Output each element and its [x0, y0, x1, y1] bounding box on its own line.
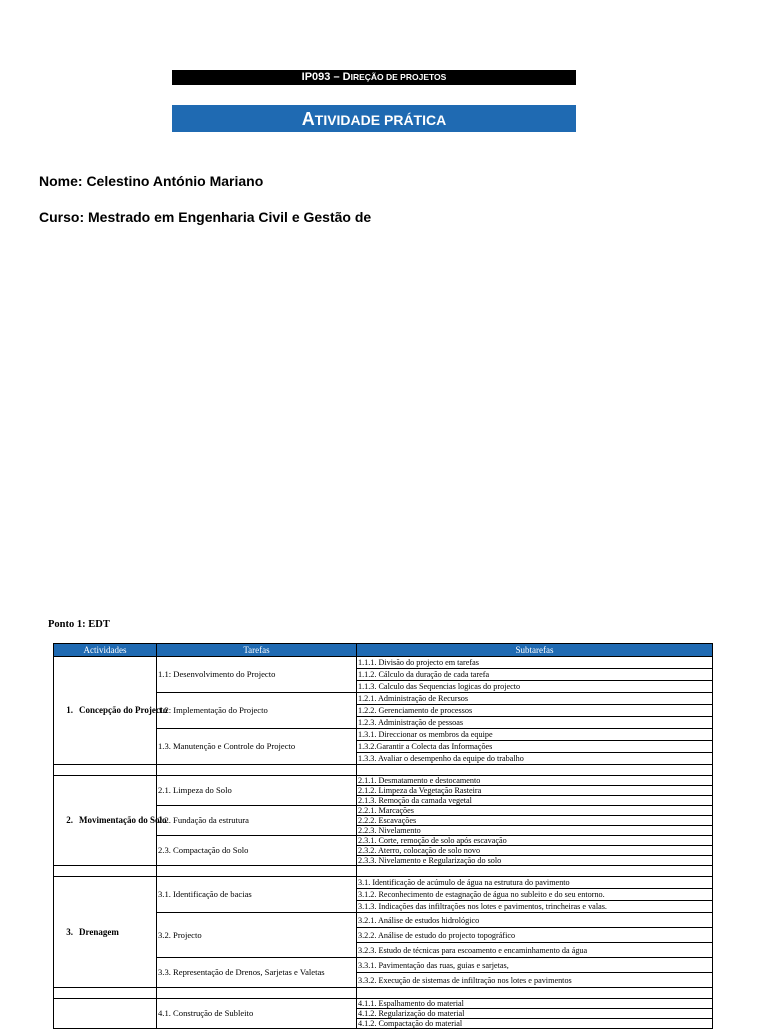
subtask-cell: 2.2.3. Nivelamento: [357, 826, 713, 836]
spacer-cell: [357, 866, 713, 877]
activity-number: 1.: [66, 705, 73, 715]
subtask-cell: 1.2.3. Administração de pessoas: [357, 717, 713, 729]
task-cell: 1.1: Desenvolvimento do Projecto: [157, 657, 357, 693]
edt-table: [53, 643, 713, 1029]
spacer-cell: [357, 988, 713, 999]
header-actividades: Actividades: [54, 644, 157, 657]
activity-cell: [54, 657, 168, 765]
table-row: [54, 999, 713, 1009]
subtask-cell: 3.1. Identificação de acúmulo de água na estrutura do pavimento: [357, 877, 713, 889]
spacer-row: [54, 866, 713, 877]
subtask-cell: 4.1.2. Compactação do material: [357, 1019, 713, 1029]
header-tarefas: Tarefas: [157, 644, 357, 657]
task-cell: 1.2: Implementação do Projecto: [157, 693, 357, 729]
course-name-rest: IREÇÃO DE PROJETOS: [350, 72, 447, 82]
header-subtarefas: Subtarefas: [357, 644, 713, 657]
student-name: Nome: Celestino António Mariano: [39, 173, 264, 189]
subtask-cell: 2.3.2. Aterro, colocação de solo novo: [357, 846, 713, 856]
course-dash: –: [330, 71, 343, 83]
activity-cell: [54, 999, 157, 1029]
spacer-cell: [157, 866, 357, 877]
subtask-cell: 2.3.3. Nivelamento e Regularização do solo: [357, 856, 713, 866]
subtask-cell: 1.1.1. Divisão do projecto em tarefas: [357, 657, 713, 669]
student-course: Curso: Mestrado em Engenharia Civil e Gestão de: [39, 209, 372, 225]
task-cell: 3.2. Projecto: [157, 913, 357, 958]
title-rest: TIVIDADE PRÁTICA: [314, 112, 447, 128]
subtask-cell: 1.2.2. Gerenciamento de processos: [357, 705, 713, 717]
subtask-cell: 2.1.2. Limpeza da Vegetação Rasteira: [357, 786, 713, 796]
task-cell: 2.1. Limpeza do Solo: [157, 776, 357, 806]
title-banner: [172, 105, 576, 132]
subtask-cell: 4.1.2. Regularização do material: [357, 1009, 713, 1019]
activity-name: Movimentação do Solo: [79, 815, 167, 825]
task-cell: 2.3. Compactação do Solo: [157, 836, 357, 866]
spacer-cell: [54, 866, 157, 877]
subtask-cell: 3.3.2. Execução de sistemas de infiltração nos lotes e pavimentos: [357, 973, 713, 988]
subtask-cell: 3.1.3. Indicações das infiltrações nos lotes e pavimentos, trincheiras e valas.: [357, 901, 713, 913]
task-cell: 2.2. Fundação da estrutura: [157, 806, 357, 836]
spacer-cell: [357, 765, 713, 776]
subtask-cell: 3.2.2. Análise de estudo do projecto topográfico: [357, 928, 713, 943]
subtask-cell: 1.1.2. Cálculo da duração de cada tarefa: [357, 669, 713, 681]
subtask-cell: 1.3.2.Garantir a Colecta das Informações: [357, 741, 713, 753]
course-banner: [172, 70, 576, 85]
activity-cell: [54, 877, 157, 988]
task-cell: 1.3. Manutenção e Controle do Projecto: [157, 729, 357, 765]
activity-name: Concepção do Projecto: [79, 705, 168, 715]
subtask-cell: 1.3.3. Avaliar o desempenho da equipe do trabalho: [357, 753, 713, 765]
subtask-cell: 2.1.1. Desmatamento e destocamento: [357, 776, 713, 786]
subtask-cell: 2.1.3. Remoção da camada vegetal: [357, 796, 713, 806]
subtask-cell: 4.1.1. Espalhamento do material: [357, 999, 713, 1009]
spacer-cell: [157, 988, 357, 999]
subtask-cell: 3.2.1. Análise de estudos hidrológico: [357, 913, 713, 928]
subtask-cell: 1.3.1. Direccionar os membros da equipe: [357, 729, 713, 741]
subtask-cell: 1.1.3. Calculo das Sequencias logicas do projecto: [357, 681, 713, 693]
activity-number: 3.: [66, 926, 73, 937]
subtask-cell: 3.1.2. Reconhecimento de estagnação de água no subleito e do seu entorno.: [357, 889, 713, 901]
spacer-cell: [54, 988, 157, 999]
spacer-cell: [157, 765, 357, 776]
task-cell: 3.3. Representação de Drenos, Sarjetas e Valetas: [157, 958, 357, 988]
title-initial: A: [301, 109, 315, 129]
activity-name: Drenagem: [79, 926, 119, 937]
activity-cell: [54, 776, 167, 866]
subtask-cell: 2.2.2. Escavações: [357, 816, 713, 826]
table-row: [54, 776, 713, 786]
section-heading: Ponto 1: EDT: [48, 619, 110, 630]
subtask-cell: 2.3.1. Corte, remoção de solo após escavação: [357, 836, 713, 846]
course-code: IP093: [301, 71, 331, 83]
table-header-row: [54, 644, 713, 657]
spacer-row: [54, 765, 713, 776]
subtask-cell: 3.3.1. Pavimentação das ruas, guias e sarjetas,: [357, 958, 713, 973]
task-cell: 4.1. Construção de Subleito: [157, 999, 357, 1029]
activity-number: 2.: [66, 815, 73, 825]
table-row: [54, 877, 713, 889]
table-row: [54, 657, 713, 669]
spacer-cell: [54, 765, 157, 776]
subtask-cell: 3.2.3. Estudo de técnicas para escoamento e encaminhamento da água: [357, 943, 713, 958]
subtask-cell: 1.2.1. Administração de Recursos: [357, 693, 713, 705]
task-cell: 3.1. Identificação de bacias: [157, 877, 357, 913]
course-name-initial: D: [342, 71, 351, 83]
subtask-cell: 2.2.1. Marcações: [357, 806, 713, 816]
spacer-row: [54, 988, 713, 999]
